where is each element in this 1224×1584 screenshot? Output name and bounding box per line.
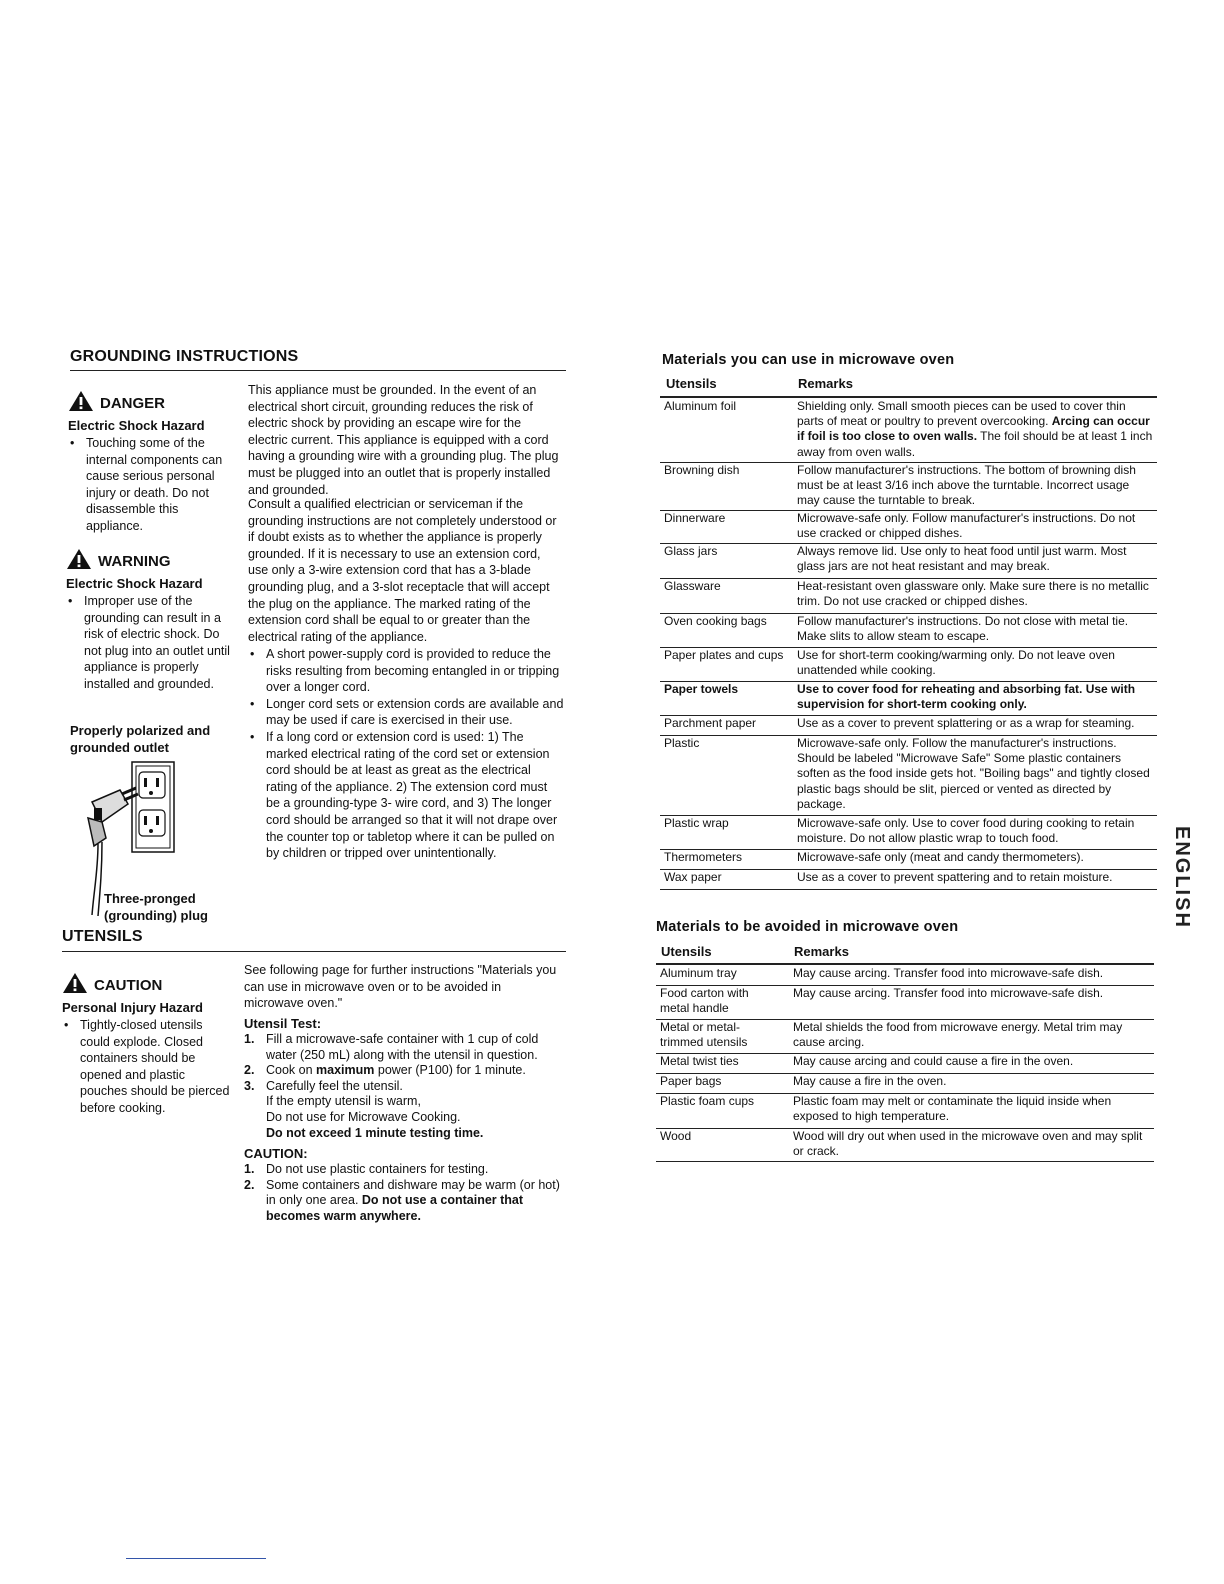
test-note: If the empty utensil is warm, bbox=[266, 1094, 421, 1109]
row-remark: Heat-resistant oven glassware only. Make sure there is no metallic trim. Do not use cracked or chipped dishes. bbox=[797, 579, 1149, 609]
row-remark: Use for short-term cooking/warming only. Do not leave oven unattended while cooking. bbox=[797, 648, 1115, 678]
test-note: Do not use for Microwave Cooking. bbox=[266, 1109, 461, 1124]
table-row bbox=[660, 543, 1157, 579]
table-row bbox=[660, 715, 1157, 736]
table-row bbox=[660, 647, 1157, 682]
row-remark: Always remove lid. Use only to heat food until just warm. Most glass jars are not heat resistant and may break. bbox=[797, 544, 1127, 574]
danger-bullet: • Touching some of the internal components can cause serious personal injury or death. Do not disassemble this appliance. bbox=[68, 435, 236, 535]
row-remark: Metal shields the food from microwave energy. Metal trim may cause arcing. bbox=[793, 1020, 1123, 1050]
warning-bullet: • Improper use of the grounding can result in a risk of electric shock. Do not plug into an outlet until appliance is properly installed and grounded. bbox=[66, 593, 236, 693]
row-utensil: Aluminum foil bbox=[664, 399, 737, 413]
row-utensil: Glassware bbox=[664, 579, 721, 593]
test-step: 2. Cook on maximum power (P100) for 1 minute. bbox=[244, 1063, 526, 1078]
row-utensil: Food carton with metal handle bbox=[660, 986, 749, 1016]
caution-step: 2. Some containers and dishware may be warm (or hot) in only one area. Do not use a container that becomes warm anywhere. bbox=[244, 1177, 560, 1223]
row-remark: Use to cover food for reheating and absorbing fat. Use with supervision for short-term cooking only. bbox=[797, 682, 1136, 712]
grounding-para-1: This appliance must be grounded. In the event of an electrical short circuit, grounding reduces the risk of electric shock by providing an escape wire for the electric current. This appliance is equipped with a cord having a grounding wire with a grounding plug. The plug must be plugged into an outlet that is properly installed and grounded. bbox=[248, 383, 559, 497]
side-tab-text: ENGLISH bbox=[1171, 826, 1192, 929]
can-use-title: Materials you can use in microwave oven bbox=[662, 352, 955, 368]
row-remark: May cause arcing. Transfer food into microwave-safe dish. bbox=[793, 986, 1104, 1000]
row-remark: Use as a cover to prevent splattering or as a wrap for steaming. bbox=[797, 716, 1135, 730]
row-remark: Wood will dry out when used in the microwave oven and may split or crack. bbox=[793, 1129, 1143, 1159]
grounding-para-2: Consult a qualified electrician or serviceman if the grounding instructions are not completely understood or if doubt exists as to whether the appliance is properly grounded. If it is necessary to use an extension cord, use only a 3-wire extension cord that has a 3-blade grounding plug, and a 3-slot receptacle that will accept the plug on the appliance. The marked rating of the extension cord shall be equal to or greater than the electrical rating of the appliance. bbox=[248, 497, 557, 644]
grounding-bullets bbox=[248, 646, 564, 862]
row-utensil: Paper bags bbox=[660, 1074, 722, 1088]
warning-hazard: Electric Shock Hazard bbox=[66, 576, 203, 591]
warning-block bbox=[66, 548, 236, 693]
row-utensil: Paper plates and cups bbox=[664, 648, 784, 662]
utensil-caution-steps bbox=[244, 1162, 562, 1224]
utensils-title-rule bbox=[62, 951, 566, 952]
caution-block bbox=[62, 972, 232, 1117]
row-remark: May cause arcing and could cause a fire in the oven. bbox=[793, 1054, 1074, 1068]
danger-label: DANGER bbox=[100, 395, 166, 412]
can-use-col-remarks: Remarks bbox=[798, 376, 853, 391]
row-remark: May cause a fire in the oven. bbox=[793, 1074, 947, 1088]
row-utensil: Dinnerware bbox=[664, 511, 726, 525]
test-note-bold: Do not exceed 1 minute testing time. bbox=[266, 1125, 484, 1140]
table-row bbox=[656, 1093, 1154, 1129]
row-remark: Microwave-safe only. Follow the manufacturer's instructions. Should be labeled "Microwave Safe" Some plastic containers soften as the food inside gets hot. "Boiling bags" and tightly closed plastic bags should be slit, pierced or vented as directed by package. bbox=[797, 736, 1150, 811]
table-row bbox=[656, 1053, 1154, 1074]
plug-caption: Three-pronged (grounding) plug bbox=[104, 891, 208, 923]
caution-hazard: Personal Injury Hazard bbox=[62, 1000, 203, 1015]
table-row bbox=[660, 681, 1157, 716]
warning-triangle-icon bbox=[68, 390, 94, 416]
danger-block bbox=[68, 390, 236, 535]
language-side-tab bbox=[1170, 826, 1192, 976]
avoid-title: Materials to be avoided in microwave oven bbox=[656, 919, 959, 935]
row-utensil: Paper towels bbox=[664, 682, 739, 696]
warning-label: WARNING bbox=[98, 553, 171, 570]
row-remark: Use as a cover to prevent spattering and to retain moisture. bbox=[797, 870, 1113, 884]
caution-bullet: • Tightly-closed utensils could explode. Closed containers should be opened and plastic pouches should be pierced before cooking. bbox=[62, 1017, 232, 1117]
table-row bbox=[660, 815, 1157, 850]
row-remark: May cause arcing. Transfer food into microwave-safe dish. bbox=[793, 966, 1104, 980]
utensils-title: UTENSILS bbox=[62, 928, 143, 945]
row-utensil: Wax paper bbox=[664, 870, 722, 884]
utensil-test-title: Utensil Test: bbox=[244, 1016, 322, 1031]
utensil-caution-title: CAUTION: bbox=[244, 1146, 308, 1161]
table-row bbox=[656, 1128, 1154, 1162]
test-step: 1. Fill a microwave-safe container with 1 cup of cold water (250 mL) along with the utensil in question. bbox=[244, 1032, 539, 1062]
table-row bbox=[660, 578, 1157, 614]
row-remark: Follow manufacturer's instructions. The bottom of browning dish must be at least 3/16 inch above the turntable. Incorrect usage may cause the turntable to break. bbox=[797, 463, 1136, 508]
grounding-bullet: • Longer cord sets or extension cords are available and may be used if care is exercised in their use. bbox=[248, 696, 564, 729]
table-row bbox=[660, 849, 1157, 870]
table-row bbox=[656, 1019, 1154, 1054]
row-utensil: Glass jars bbox=[664, 544, 718, 558]
row-utensil: Plastic wrap bbox=[664, 816, 729, 830]
row-remark: Shielding only. Small smooth pieces can be used to cover thin parts of meat or poultry to prevent overcooking. Arcing can occur if foil is too close to oven walls. The foil should be at least 1 inch away from oven walls. bbox=[797, 399, 1153, 459]
footnote-rule bbox=[126, 1558, 266, 1559]
table-row bbox=[660, 735, 1157, 816]
row-utensil: Oven cooking bags bbox=[664, 614, 767, 628]
row-utensil: Wood bbox=[660, 1129, 692, 1143]
caution-step: 1. Do not use plastic containers for testing. bbox=[244, 1162, 489, 1176]
row-remark: Microwave-safe only (meat and candy thermometers). bbox=[797, 850, 1084, 864]
table-row bbox=[660, 398, 1157, 463]
caution-label: CAUTION bbox=[94, 977, 163, 994]
warning-triangle-icon bbox=[62, 972, 88, 998]
row-utensil: Metal or metal-trimmed utensils bbox=[660, 1020, 748, 1050]
row-remark: Microwave-safe only. Use to cover food during cooking to retain moisture. Do not allow plastic wrap to touch food. bbox=[797, 816, 1135, 846]
table-row bbox=[656, 985, 1154, 1020]
table-row bbox=[660, 869, 1157, 890]
row-utensil: Aluminum tray bbox=[660, 966, 737, 980]
utensils-intro: See following page for further instructions "Materials you can use in microwave oven or to be avoided in microwave oven." bbox=[244, 963, 557, 1011]
row-utensil: Thermometers bbox=[664, 850, 743, 864]
outlet-caption: Properly polarized and grounded outlet bbox=[70, 723, 211, 755]
row-utensil: Plastic bbox=[664, 736, 700, 750]
row-remark: Plastic foam may melt or contaminate the liquid inside when exposed to high temperature. bbox=[793, 1094, 1112, 1124]
warning-triangle-icon bbox=[66, 548, 92, 574]
table-row bbox=[660, 462, 1157, 511]
table-row bbox=[656, 965, 1154, 986]
table-row bbox=[656, 1073, 1154, 1094]
utensil-test-steps bbox=[244, 1032, 566, 1141]
avoid-col-utensils: Utensils bbox=[661, 944, 712, 959]
test-step: 3. Carefully feel the utensil. bbox=[244, 1078, 403, 1093]
row-utensil: Metal twist ties bbox=[660, 1054, 739, 1068]
row-utensil: Browning dish bbox=[664, 463, 740, 477]
row-remark: Microwave-safe only. Follow manufacturer's instructions. Do not use cracked or chipped dishes. bbox=[797, 511, 1136, 541]
avoid-col-remarks: Remarks bbox=[794, 944, 849, 959]
table-row bbox=[660, 613, 1157, 648]
grounding-title-rule bbox=[70, 370, 566, 371]
grounding-bullet: • A short power-supply cord is provided to reduce the risks resulting from becoming entangled in or tripping over a longer cord. bbox=[248, 646, 564, 696]
table-row bbox=[660, 510, 1157, 544]
grounding-bullet: • If a long cord or extension cord is used: 1) The marked electrical rating of the cord set or extension cord should be at least as great as the electrical rating of the appliance. 2) The extension cord must be a grounding-type 3- wire cord, and 3) The longer cord should be arranged so that it will not drape over the counter top or tabletop where it can be pulled on by children or tripped over unintentionally. bbox=[248, 729, 564, 862]
danger-hazard: Electric Shock Hazard bbox=[68, 418, 205, 433]
row-remark: Follow manufacturer's instructions. Do not close with metal tie. Make slits to allow steam to escape. bbox=[797, 614, 1129, 644]
row-utensil: Plastic foam cups bbox=[660, 1094, 755, 1108]
grounding-title: GROUNDING INSTRUCTIONS bbox=[70, 348, 299, 365]
row-utensil: Parchment paper bbox=[664, 716, 757, 730]
can-use-col-utensils: Utensils bbox=[666, 376, 717, 391]
